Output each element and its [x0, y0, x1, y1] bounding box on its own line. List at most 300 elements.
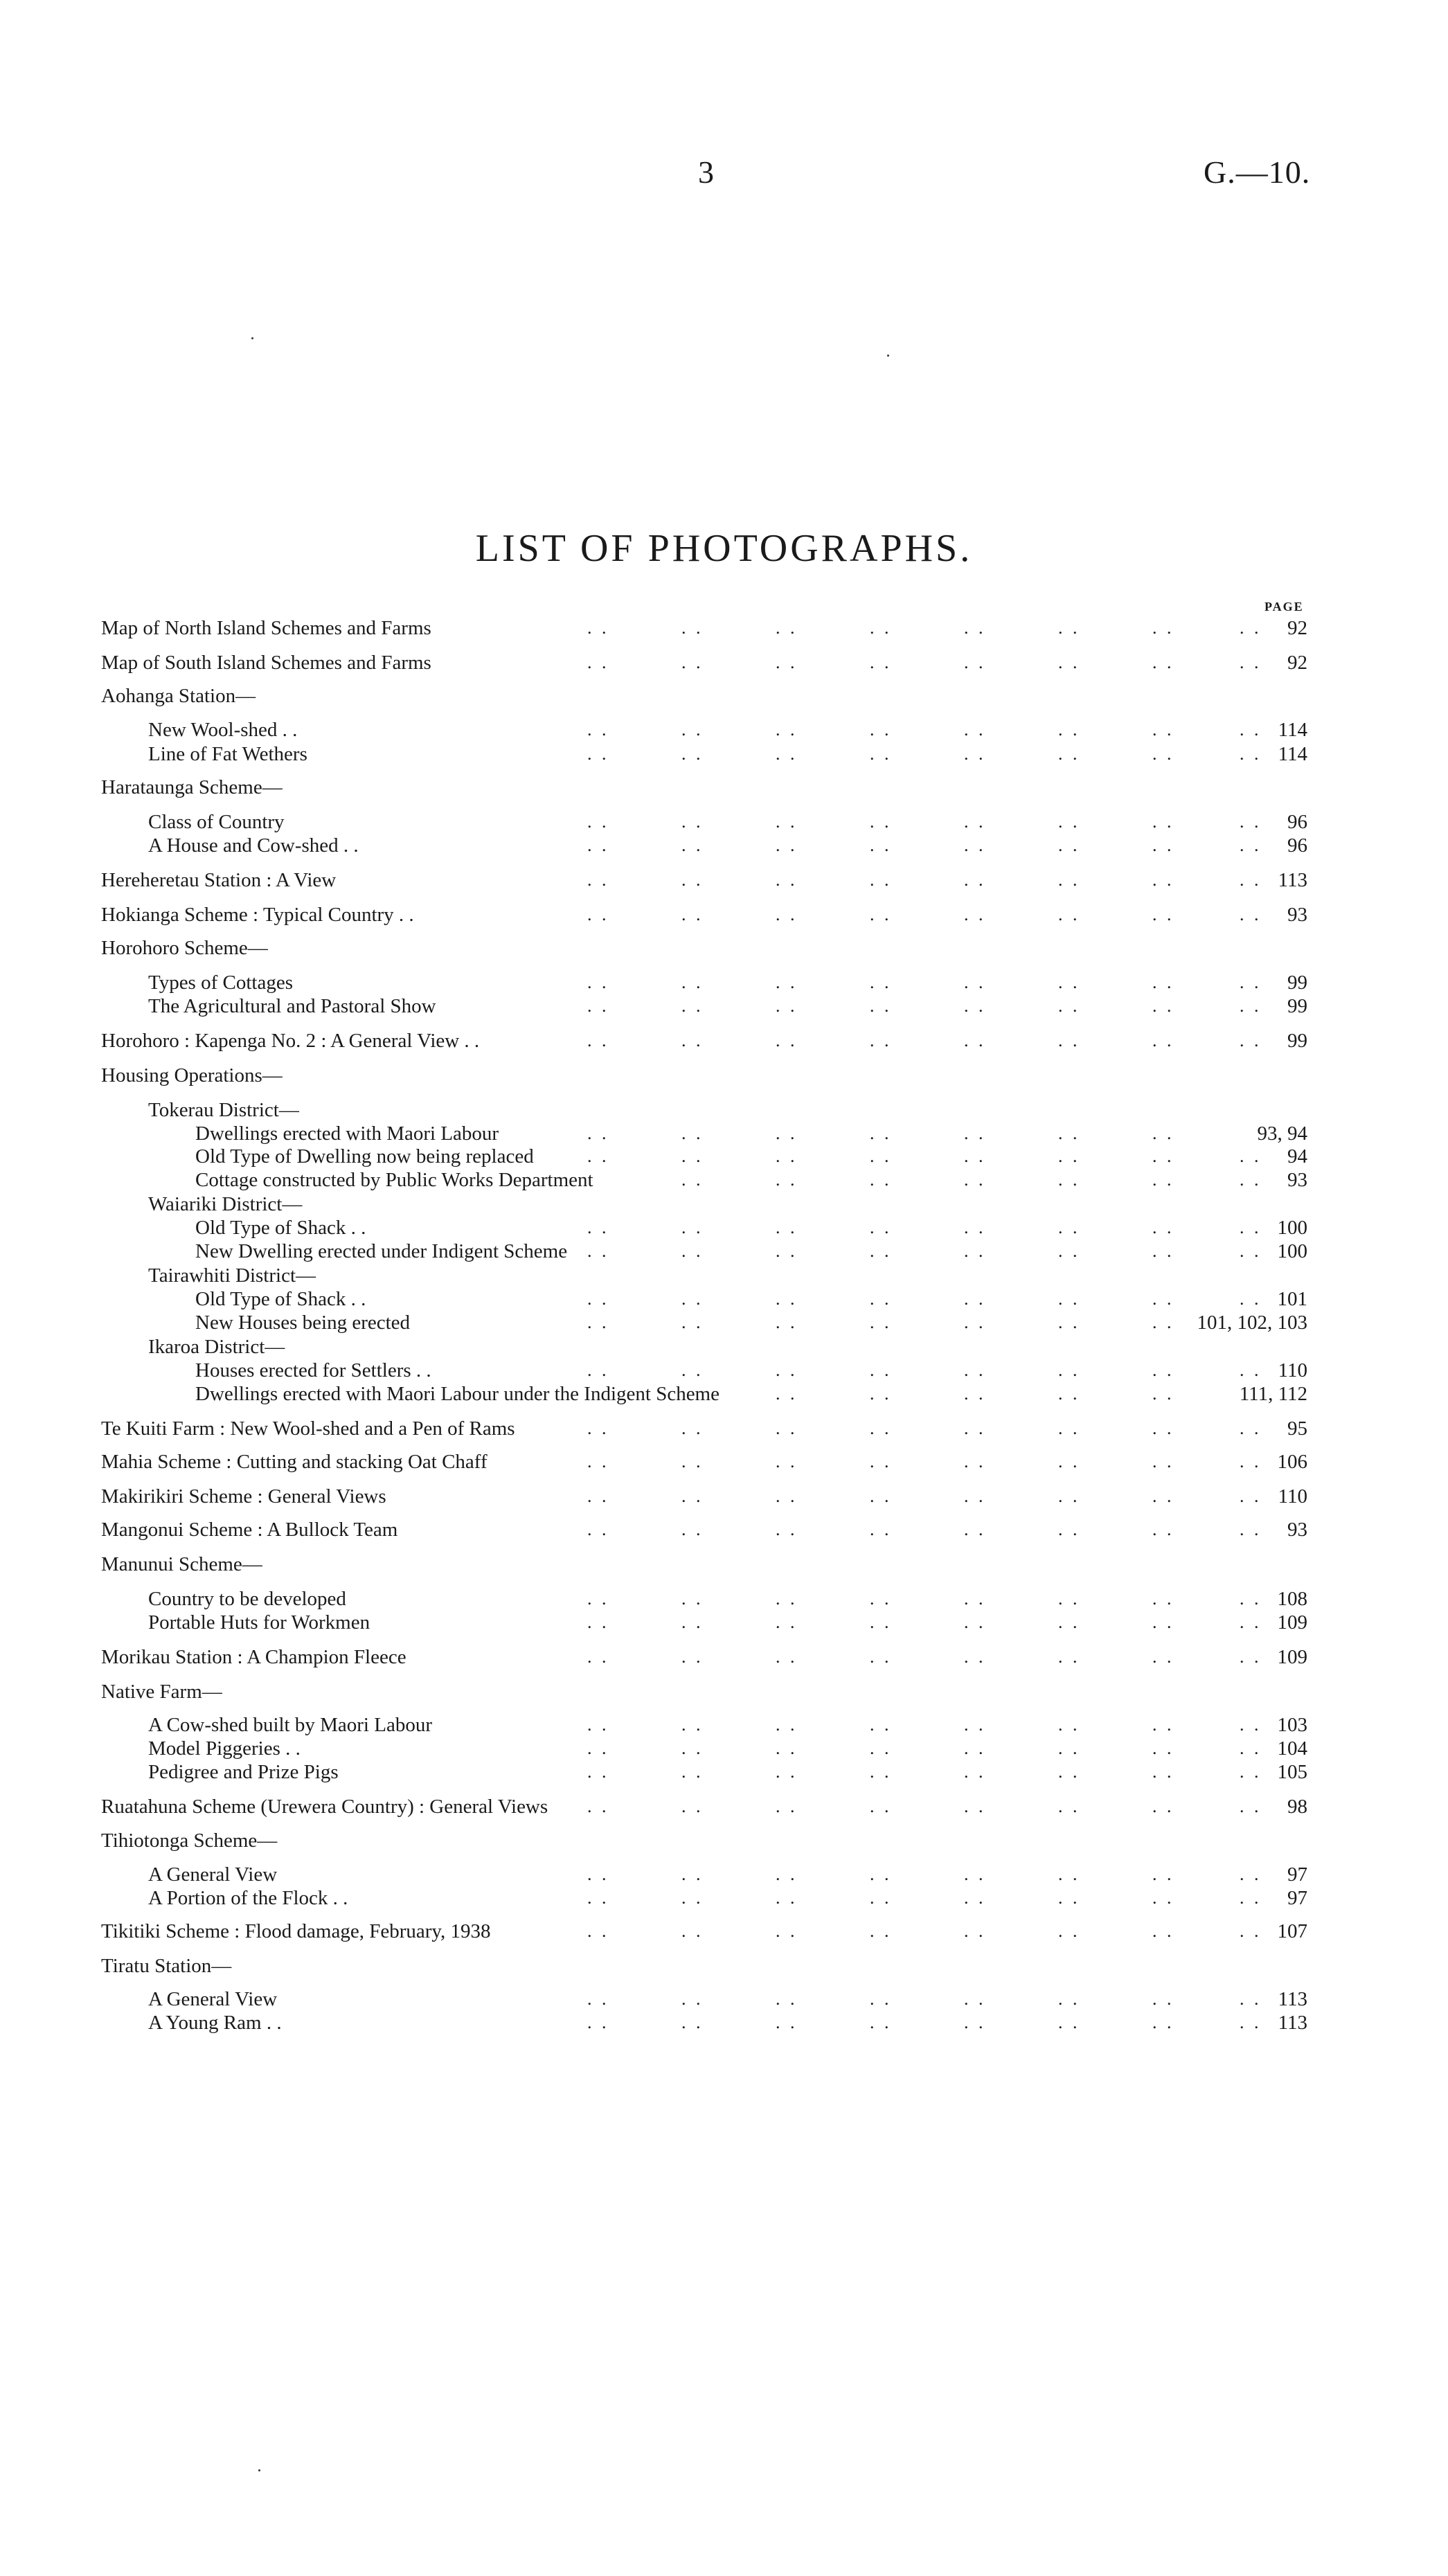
leader-dots: . .: [587, 1612, 609, 1632]
leader-dots: . .: [964, 996, 986, 1016]
dot-leader: [0, 1794, 1448, 1820]
leader-dots: . .: [964, 1738, 986, 1758]
leader-dots: . .: [964, 1762, 986, 1782]
list-item: [0, 902, 1448, 928]
leader-dots: . .: [776, 1360, 798, 1380]
leader-dots: . .: [1058, 1289, 1080, 1309]
list-item: [0, 1827, 1448, 1854]
list-item: [0, 1794, 1448, 1820]
list-item: [0, 1062, 1448, 1089]
entry-title: Map of South Island Schemes and Farms: [101, 652, 431, 674]
entry-page-numbers: 98: [1287, 1796, 1307, 1818]
leader-dots: . .: [776, 1146, 798, 1166]
leader-dots: . .: [1240, 1888, 1262, 1908]
entry-page-numbers: 92: [1287, 617, 1307, 639]
leader-dots: . .: [1240, 904, 1262, 924]
dot-leader: [0, 1712, 1448, 1738]
list-item: [0, 935, 1448, 961]
leader-dots: . .: [870, 1451, 892, 1472]
entry-title: Housing Operations—: [101, 1064, 283, 1086]
entry-title: Houses erected for Settlers . .: [195, 1359, 431, 1381]
leader-dots: . .: [776, 972, 798, 992]
entry-page-numbers: 109: [1277, 1646, 1307, 1668]
leader-dots: . .: [587, 1921, 609, 1941]
list-item: [0, 1918, 1448, 1944]
leader-dots: . .: [1058, 1123, 1080, 1143]
list-item: [0, 1097, 1448, 1123]
dot-leader: [0, 1449, 1448, 1475]
list-item: [0, 650, 1448, 676]
leader-dots: . .: [870, 652, 892, 672]
leader-dots: . .: [870, 1030, 892, 1050]
entry-title: Horohoro : Kapenga No. 2 : A General View . .: [101, 1030, 480, 1052]
leader-dots: . .: [587, 1647, 609, 1667]
entry-title: Tikitiki Scheme : Flood damage, February, 1938: [101, 1920, 491, 1942]
leader-dots: . .: [1058, 1241, 1080, 1261]
dot-leader: [0, 1609, 1448, 1636]
entry-page-numbers: 114: [1278, 719, 1307, 741]
leader-dots: . .: [776, 1738, 798, 1758]
dot-leader: [0, 1586, 1448, 1612]
leader-dots: . .: [1058, 2012, 1080, 2032]
leader-dots: . .: [1240, 618, 1262, 638]
list-item: [0, 832, 1448, 859]
leader-dots: . .: [1152, 1921, 1174, 1941]
list-item: [0, 867, 1448, 893]
leader-dots: . .: [776, 618, 798, 638]
leader-dots: . .: [1240, 652, 1262, 672]
entry-title: Hereheretau Station : A View: [101, 869, 337, 891]
list-item: [0, 1644, 1448, 1670]
leader-dots: . .: [587, 1486, 609, 1506]
leader-dots: . .: [964, 744, 986, 764]
entry-title: Tiratu Station—: [101, 1955, 232, 1977]
leader-dots: . .: [776, 1519, 798, 1539]
entry-title: Cottage constructed by Public Works Department: [195, 1169, 593, 1191]
list-item: [0, 1262, 1448, 1289]
leader-dots: . .: [870, 1123, 892, 1143]
leader-dots: . .: [681, 719, 704, 740]
leader-dots: . .: [1058, 1921, 1080, 1941]
dot-leader: [0, 1143, 1448, 1170]
entry-title: Country to be developed: [148, 1588, 346, 1610]
leader-dots: . .: [587, 1888, 609, 1908]
leader-dots: . .: [1240, 1519, 1262, 1539]
list-item: [0, 1028, 1448, 1054]
leader-dots: . .: [776, 1312, 798, 1332]
leader-dots: . .: [964, 1888, 986, 1908]
entry-title: A Cow-shed built by Maori Labour: [148, 1714, 432, 1736]
list-item: [0, 1415, 1448, 1442]
leader-dots: . .: [964, 972, 986, 992]
entry-page-numbers: 107: [1277, 1920, 1307, 1942]
document-reference: G.—10.: [1204, 154, 1311, 190]
entry-page-numbers: 106: [1277, 1451, 1307, 1473]
leader-dots: . .: [1152, 1864, 1174, 1884]
leader-dots: . .: [1058, 618, 1080, 638]
leader-dots: . .: [587, 1312, 609, 1332]
entry-page-numbers: 97: [1287, 1863, 1307, 1886]
dot-leader: [0, 1861, 1448, 1888]
entry-title: A General View: [148, 1863, 278, 1886]
entry-page-numbers: 100: [1277, 1240, 1307, 1262]
leader-dots: . .: [1240, 1612, 1262, 1632]
leader-dots: . .: [870, 1989, 892, 2009]
entry-title: A House and Cow-shed . .: [148, 834, 359, 857]
entry-title: The Agricultural and Pastoral Show: [148, 995, 436, 1017]
entry-title: Native Farm—: [101, 1681, 222, 1703]
list-item: [0, 741, 1448, 767]
leader-dots: . .: [776, 652, 798, 672]
entry-page-numbers: 110: [1278, 1359, 1307, 1381]
leader-dots: . .: [776, 904, 798, 924]
list-item: [0, 1712, 1448, 1738]
leader-dots: . .: [1240, 1289, 1262, 1309]
leader-dots: . .: [681, 1762, 704, 1782]
leader-dots: . .: [870, 1762, 892, 1782]
leader-dots: . .: [964, 1289, 986, 1309]
dot-leader: [0, 1517, 1448, 1543]
list-item: [0, 1143, 1448, 1170]
entry-page-numbers: 113: [1278, 2012, 1307, 2034]
leader-dots: . .: [964, 1612, 986, 1632]
leader-dots: . .: [1240, 812, 1262, 832]
leader-dots: . .: [1152, 1647, 1174, 1667]
entry-title: New Houses being erected: [195, 1312, 411, 1334]
leader-dots: . .: [776, 1589, 798, 1609]
leader-dots: . .: [870, 1360, 892, 1380]
leader-dots: . .: [964, 1796, 986, 1816]
entry-title: Manunui Scheme—: [101, 1553, 262, 1575]
leader-dots: . .: [681, 1612, 704, 1632]
leader-dots: . .: [587, 1217, 609, 1237]
entry-page-numbers: 96: [1287, 811, 1307, 833]
leader-dots: . .: [1058, 1762, 1080, 1782]
leader-dots: . .: [587, 870, 609, 890]
leader-dots: . .: [681, 744, 704, 764]
leader-dots: . .: [776, 1384, 798, 1404]
leader-dots: . .: [1240, 1030, 1262, 1050]
entry-page-numbers: 109: [1277, 1611, 1307, 1634]
leader-dots: . .: [681, 1864, 704, 1884]
list-item: [0, 1449, 1448, 1475]
entry-page-numbers: 97: [1287, 1887, 1307, 1909]
leader-dots: . .: [587, 835, 609, 855]
leader-dots: . .: [1240, 1989, 1262, 2009]
entry-title: Waiariki District—: [148, 1193, 303, 1215]
leader-dots: . .: [1240, 2012, 1262, 2032]
leader-dots: . .: [1240, 1170, 1262, 1190]
leader-dots: . .: [1152, 996, 1174, 1016]
page-title: LIST OF PHOTOGRAPHS.: [475, 527, 973, 570]
leader-dots: . .: [681, 972, 704, 992]
print-speck: [887, 355, 889, 357]
leader-dots: . .: [1240, 1762, 1262, 1782]
leader-dots: . .: [1152, 1451, 1174, 1472]
leader-dots: . .: [587, 996, 609, 1016]
entry-title: Portable Huts for Workmen: [148, 1611, 370, 1634]
list-item: [0, 615, 1448, 641]
leader-dots: . .: [870, 870, 892, 890]
list-item: [0, 1885, 1448, 1911]
leader-dots: . .: [776, 1612, 798, 1632]
entry-title: Types of Cottages: [148, 972, 293, 994]
dot-leader: [0, 717, 1448, 743]
page-number: 3: [698, 154, 714, 190]
leader-dots: . .: [1152, 835, 1174, 855]
leader-dots: . .: [776, 744, 798, 764]
dot-leader: [0, 1028, 1448, 1054]
leader-dots: . .: [1058, 904, 1080, 924]
leader-dots: . .: [587, 1864, 609, 1884]
leader-dots: . .: [776, 812, 798, 832]
leader-dots: . .: [587, 1519, 609, 1539]
dot-leader: [0, 1644, 1448, 1670]
leader-dots: . .: [1152, 618, 1174, 638]
leader-dots: . .: [1152, 1030, 1174, 1050]
leader-dots: . .: [870, 1715, 892, 1735]
leader-dots: . .: [964, 1519, 986, 1539]
leader-dots: . .: [964, 1384, 986, 1404]
leader-dots: . .: [681, 1989, 704, 2009]
list-item: [0, 1381, 1448, 1407]
leader-dots: . .: [1152, 812, 1174, 832]
dot-leader: [0, 650, 1448, 676]
leader-dots: . .: [776, 1989, 798, 2009]
list-item: [0, 1483, 1448, 1510]
leader-dots: . .: [681, 1519, 704, 1539]
entry-title: Model Piggeries . .: [148, 1737, 301, 1760]
dot-leader: [0, 1986, 1448, 2012]
leader-dots: . .: [776, 1241, 798, 1261]
leader-dots: . .: [1240, 1647, 1262, 1667]
leader-dots: . .: [1152, 1241, 1174, 1261]
list-item: [0, 1586, 1448, 1612]
leader-dots: . .: [1058, 1519, 1080, 1539]
leader-dots: . .: [964, 812, 986, 832]
leader-dots: . .: [587, 1989, 609, 2009]
dot-leader: [0, 993, 1448, 1019]
leader-dots: . .: [587, 812, 609, 832]
leader-dots: . .: [870, 1146, 892, 1166]
leader-dots: . .: [1152, 1146, 1174, 1166]
entry-page-numbers: 99: [1287, 995, 1307, 1017]
leader-dots: . .: [964, 652, 986, 672]
leader-dots: . .: [1058, 1030, 1080, 1050]
dot-leader: [0, 809, 1448, 835]
entry-page-numbers: 93: [1287, 904, 1307, 926]
entry-page-numbers: 110: [1278, 1485, 1307, 1508]
leader-dots: . .: [964, 1312, 986, 1332]
leader-dots: . .: [1152, 2012, 1174, 2032]
dot-leader: [0, 1215, 1448, 1241]
leader-dots: . .: [587, 2012, 609, 2032]
leader-dots: . .: [964, 835, 986, 855]
leader-dots: . .: [1152, 1123, 1174, 1143]
leader-dots: . .: [776, 996, 798, 1016]
leader-dots: . .: [870, 904, 892, 924]
dot-leader: [0, 1238, 1448, 1264]
leader-dots: . .: [587, 904, 609, 924]
leader-dots: . .: [870, 1796, 892, 1816]
leader-dots: . .: [1240, 835, 1262, 855]
leader-dots: . .: [870, 1589, 892, 1609]
entry-page-numbers: 101: [1277, 1288, 1307, 1310]
leader-dots: . .: [1058, 1418, 1080, 1438]
entry-title: A Portion of the Flock . .: [148, 1887, 348, 1909]
leader-dots: . .: [1152, 870, 1174, 890]
leader-dots: . .: [776, 1170, 798, 1190]
dot-leader: [0, 1415, 1448, 1442]
leader-dots: . .: [776, 1762, 798, 1782]
leader-dots: . .: [776, 1217, 798, 1237]
leader-dots: . .: [870, 744, 892, 764]
entry-title: Ruatahuna Scheme (Urewera Country) : General Views: [101, 1796, 548, 1818]
leader-dots: . .: [1240, 1486, 1262, 1506]
leader-dots: . .: [587, 1289, 609, 1309]
leader-dots: . .: [1152, 1989, 1174, 2009]
leader-dots: . .: [1152, 1170, 1174, 1190]
leader-dots: . .: [1058, 1589, 1080, 1609]
leader-dots: . .: [964, 1589, 986, 1609]
leader-dots: . .: [681, 1360, 704, 1380]
list-item: [0, 1215, 1448, 1241]
list-item: [0, 1334, 1448, 1360]
leader-dots: . .: [587, 1796, 609, 1816]
leader-dots: . .: [1058, 1738, 1080, 1758]
leader-dots: . .: [964, 904, 986, 924]
leader-dots: . .: [681, 652, 704, 672]
leader-dots: . .: [587, 972, 609, 992]
entry-title: Mangonui Scheme : A Bullock Team: [101, 1519, 398, 1541]
entry-page-numbers: 93: [1287, 1169, 1307, 1191]
leader-dots: . .: [1058, 996, 1080, 1016]
leader-dots: . .: [964, 1170, 986, 1190]
leader-dots: . .: [1058, 719, 1080, 740]
entry-title: Class of Country: [148, 811, 285, 833]
list-item: [0, 1679, 1448, 1705]
leader-dots: . .: [1058, 1612, 1080, 1632]
leader-dots: . .: [1152, 1589, 1174, 1609]
dot-leader: [0, 1885, 1448, 1911]
entry-page-numbers: 111, 112: [1239, 1383, 1307, 1405]
print-speck: [258, 2469, 260, 2471]
leader-dots: . .: [964, 2012, 986, 2032]
entry-title: Old Type of Dwelling now being replaced: [195, 1145, 534, 1168]
leader-dots: . .: [870, 1519, 892, 1539]
leader-dots: . .: [587, 652, 609, 672]
leader-dots: . .: [681, 1888, 704, 1908]
entry-page-numbers: 96: [1287, 834, 1307, 857]
leader-dots: . .: [681, 1451, 704, 1472]
dot-leader: [0, 1759, 1448, 1785]
entry-title: Hokianga Scheme : Typical Country . .: [101, 904, 414, 926]
leader-dots: . .: [1058, 1888, 1080, 1908]
entry-page-numbers: 100: [1277, 1217, 1307, 1239]
leader-dots: . .: [776, 2012, 798, 2032]
leader-dots: . .: [587, 1451, 609, 1472]
leader-dots: . .: [870, 1241, 892, 1261]
entry-page-numbers: 105: [1277, 1761, 1307, 1783]
entry-page-numbers: 94: [1287, 1145, 1307, 1168]
leader-dots: . .: [964, 719, 986, 740]
entry-title: Line of Fat Wethers: [148, 743, 307, 765]
leader-dots: . .: [1240, 1738, 1262, 1758]
entry-title: Tokerau District—: [148, 1099, 299, 1121]
leader-dots: . .: [1058, 812, 1080, 832]
list-item: [0, 1861, 1448, 1888]
leader-dots: . .: [870, 2012, 892, 2032]
list-item: [0, 1286, 1448, 1312]
leader-dots: . .: [964, 1715, 986, 1735]
leader-dots: . .: [1240, 719, 1262, 740]
leader-dots: . .: [1240, 1796, 1262, 1816]
dot-leader: [0, 902, 1448, 928]
dot-leader: [0, 1918, 1448, 1944]
list-item: [0, 774, 1448, 800]
leader-dots: . .: [776, 835, 798, 855]
leader-dots: . .: [1152, 1486, 1174, 1506]
leader-dots: . .: [587, 1715, 609, 1735]
entry-page-numbers: 103: [1277, 1714, 1307, 1736]
dot-leader: [0, 2010, 1448, 2036]
dot-leader: [0, 1167, 1448, 1193]
leader-dots: . .: [776, 719, 798, 740]
entry-page-numbers: 101, 102, 103: [1197, 1312, 1307, 1334]
entry-page-numbers: 99: [1287, 972, 1307, 994]
leader-dots: . .: [587, 744, 609, 764]
leader-dots: . .: [776, 1647, 798, 1667]
leader-dots: . .: [681, 1647, 704, 1667]
leader-dots: . .: [870, 1384, 892, 1404]
leader-dots: . .: [1152, 744, 1174, 764]
leader-dots: . .: [1058, 1312, 1080, 1332]
entry-title: New Dwelling erected under Indigent Scheme: [195, 1240, 568, 1262]
leader-dots: . .: [681, 904, 704, 924]
leader-dots: . .: [1152, 1738, 1174, 1758]
leader-dots: . .: [587, 1030, 609, 1050]
leader-dots: . .: [1152, 1418, 1174, 1438]
leader-dots: . .: [964, 1418, 986, 1438]
leader-dots: . .: [681, 1921, 704, 1941]
leader-dots: . .: [587, 719, 609, 740]
leader-dots: . .: [1240, 1241, 1262, 1261]
list-item: [0, 969, 1448, 996]
leader-dots: . .: [587, 1589, 609, 1609]
dot-leader: [0, 1381, 1448, 1407]
leader-dots: . .: [681, 1715, 704, 1735]
leader-dots: . .: [964, 1647, 986, 1667]
entry-title: Tihiotonga Scheme—: [101, 1830, 278, 1852]
leader-dots: . .: [870, 1289, 892, 1309]
entry-title: Makirikiri Scheme : General Views: [101, 1485, 386, 1508]
leader-dots: . .: [681, 1123, 704, 1143]
leader-dots: . .: [870, 1612, 892, 1632]
dot-leader: [0, 1483, 1448, 1510]
leader-dots: . .: [870, 996, 892, 1016]
dot-leader: [0, 867, 1448, 893]
leader-dots: . .: [1240, 1589, 1262, 1609]
leader-dots: . .: [1058, 972, 1080, 992]
entry-title: Ikaroa District—: [148, 1336, 285, 1358]
leader-dots: . .: [681, 1796, 704, 1816]
leader-dots: . .: [776, 1451, 798, 1472]
leader-dots: . .: [587, 1123, 609, 1143]
list-item: [0, 809, 1448, 835]
leader-dots: . .: [681, 1170, 704, 1190]
entry-title: Morikau Station : A Champion Fleece: [101, 1646, 406, 1668]
leader-dots: . .: [870, 972, 892, 992]
